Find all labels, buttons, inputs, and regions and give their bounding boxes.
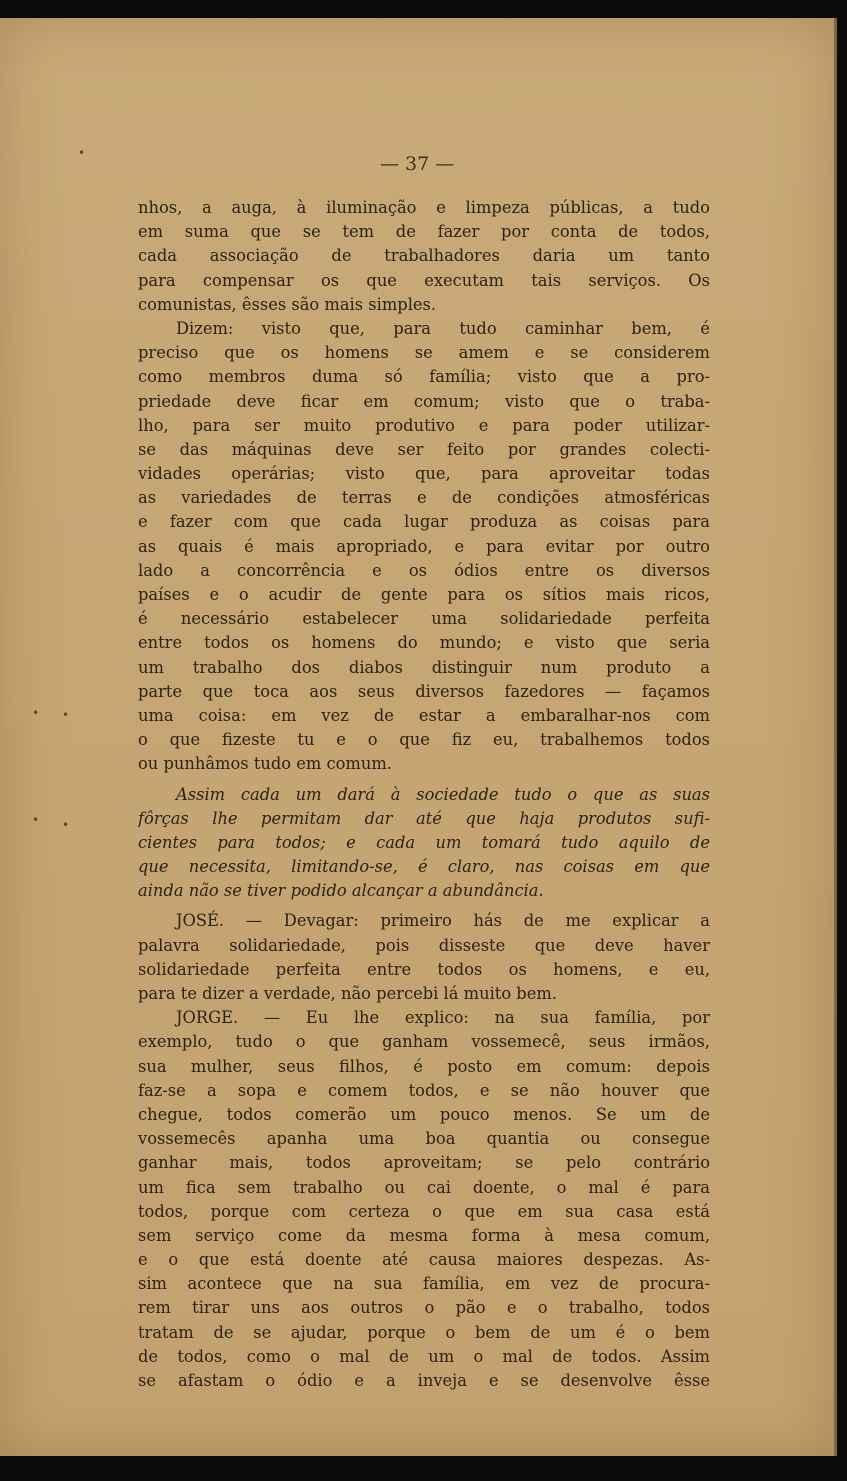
text-line: um trabalho dos diabos distinguir num produto a xyxy=(138,657,710,677)
text-line: de todos, como o mal de um o mal de todos. Assim xyxy=(138,1346,710,1366)
text-line: JORGE. — Eu lhe explico: na sua família, por xyxy=(176,1008,710,1028)
text-line: rem tirar uns aos outros o pão e o trabalho, todos xyxy=(138,1298,710,1318)
text-line: cientes para todos; e cada um tomará tudo aquilo de xyxy=(138,832,710,852)
margin-mark: • xyxy=(78,146,86,160)
text-line: exemplo, tudo o que ganham vossemecê, seus irmãos, xyxy=(138,1032,710,1052)
page-number: — 37 — xyxy=(380,153,455,175)
text-line: tratam de se ajudar, porque o bem de um é o bem xyxy=(138,1322,710,1342)
text-line: ganhar mais, todos aproveitam; se pelo contrário xyxy=(138,1153,710,1173)
text-line: faz-se a sopa e comem todos, e se não houver que xyxy=(138,1080,710,1100)
text-line: nhos, a auga, à iluminação e limpeza públicas, a tudo xyxy=(138,198,710,217)
text-line: é necessário estabelecer uma solidariedade perfeita xyxy=(138,609,710,629)
paragraph-4-jose xyxy=(138,909,710,1006)
text-line: sem serviço come da mesma forma à mesa comum, xyxy=(138,1225,710,1245)
body-text xyxy=(138,196,710,1393)
text-line: priedade deve ficar em comum; visto que o traba- xyxy=(138,391,710,411)
text-line: uma coisa: em vez de estar a embaralhar-nos com xyxy=(138,705,710,725)
text-line: o que fizeste tu e o que fiz eu, trabalhemos todos xyxy=(138,730,710,750)
text-line: JOSÉ. — Devagar: primeiro hás de me explicar a xyxy=(176,911,710,931)
text-line: comunistas, êsses são mais simples. xyxy=(138,294,437,314)
text-line: para te dizer a verdade, não percebi lá muito bem. xyxy=(138,984,557,1003)
text-line: fôrças lhe permitam dar até que haja produtos sufi- xyxy=(138,808,710,828)
text-line: para compensar os que executam tais serviços. Os xyxy=(138,270,710,290)
text-line: Dizem: visto que, para tudo caminhar bem, é xyxy=(176,318,710,338)
text-line: entre todos os homens do mundo; e visto que seria xyxy=(138,633,710,653)
text-line: as variedades de terras e de condições atmosféricas xyxy=(138,488,710,508)
text-line: parte que toca aos seus diversos fazedores — façamos xyxy=(138,681,710,701)
text-line: como membros duma só família; visto que a pro- xyxy=(138,367,710,387)
text-line: ainda não se tiver podido alcançar a abundância. xyxy=(138,881,544,901)
text-line: se afastam o ódio e a inveja e se desenvolve êsse xyxy=(138,1371,710,1390)
text-line: e o que está doente até causa maiores despezas. As- xyxy=(138,1250,710,1270)
paragraph-5-jorge xyxy=(138,1006,710,1393)
text-line: cada associação de trabalhadores daria um tanto xyxy=(138,246,710,266)
paragraph-1 xyxy=(138,196,710,317)
text-line: ou punhâmos tudo em comum. xyxy=(138,754,392,774)
book-page xyxy=(0,18,837,1456)
text-line: um fica sem trabalho ou cai doente, o mal é para xyxy=(138,1177,710,1197)
text-line: e fazer com que cada lugar produza as coisas para xyxy=(138,512,710,532)
text-line: palavra solidariedade, pois disseste que deve haver xyxy=(138,935,710,955)
text-line: sim acontece que na sua família, em vez de procura- xyxy=(138,1274,710,1294)
margin-mark: • xyxy=(62,708,70,722)
text-line: sua mulher, seus filhos, é posto em comum: depois xyxy=(138,1056,710,1076)
text-line: em suma que se tem de fazer por conta de todos, xyxy=(138,222,710,242)
text-line: todos, porque com certeza o que em sua casa está xyxy=(138,1201,710,1221)
paragraph-3-italic xyxy=(138,783,710,904)
margin-mark: • xyxy=(62,818,70,832)
text-line: lho, para ser muito produtivo e para poder utilizar- xyxy=(138,415,710,435)
text-line: vidades operárias; visto que, para aproveitar todas xyxy=(138,464,710,484)
margin-mark: • xyxy=(32,813,40,827)
text-line: as quais é mais apropriado, e para evitar por outro xyxy=(138,536,710,556)
text-line: vossemecês apanha uma boa quantia ou consegue xyxy=(138,1129,710,1149)
text-line: Assim cada um dará à sociedade tudo o que as suas xyxy=(176,784,710,804)
text-line: chegue, todos comerão um pouco menos. Se um de xyxy=(138,1104,710,1124)
text-line: solidariedade perfeita entre todos os homens, e eu, xyxy=(138,959,710,979)
text-line: que necessita, limitando-se, é claro, nas coisas em que xyxy=(138,857,710,877)
text-line: preciso que os homens se amem e se considerem xyxy=(138,343,710,363)
text-line: países e o acudir de gente para os sítios mais ricos, xyxy=(138,585,710,604)
text-line: se das máquinas deve ser feito por grandes colecti- xyxy=(138,439,710,459)
margin-mark: • xyxy=(32,706,40,720)
paragraph-2 xyxy=(138,317,710,777)
text-line: lado a concorrência e os ódios entre os diversos xyxy=(138,560,710,580)
